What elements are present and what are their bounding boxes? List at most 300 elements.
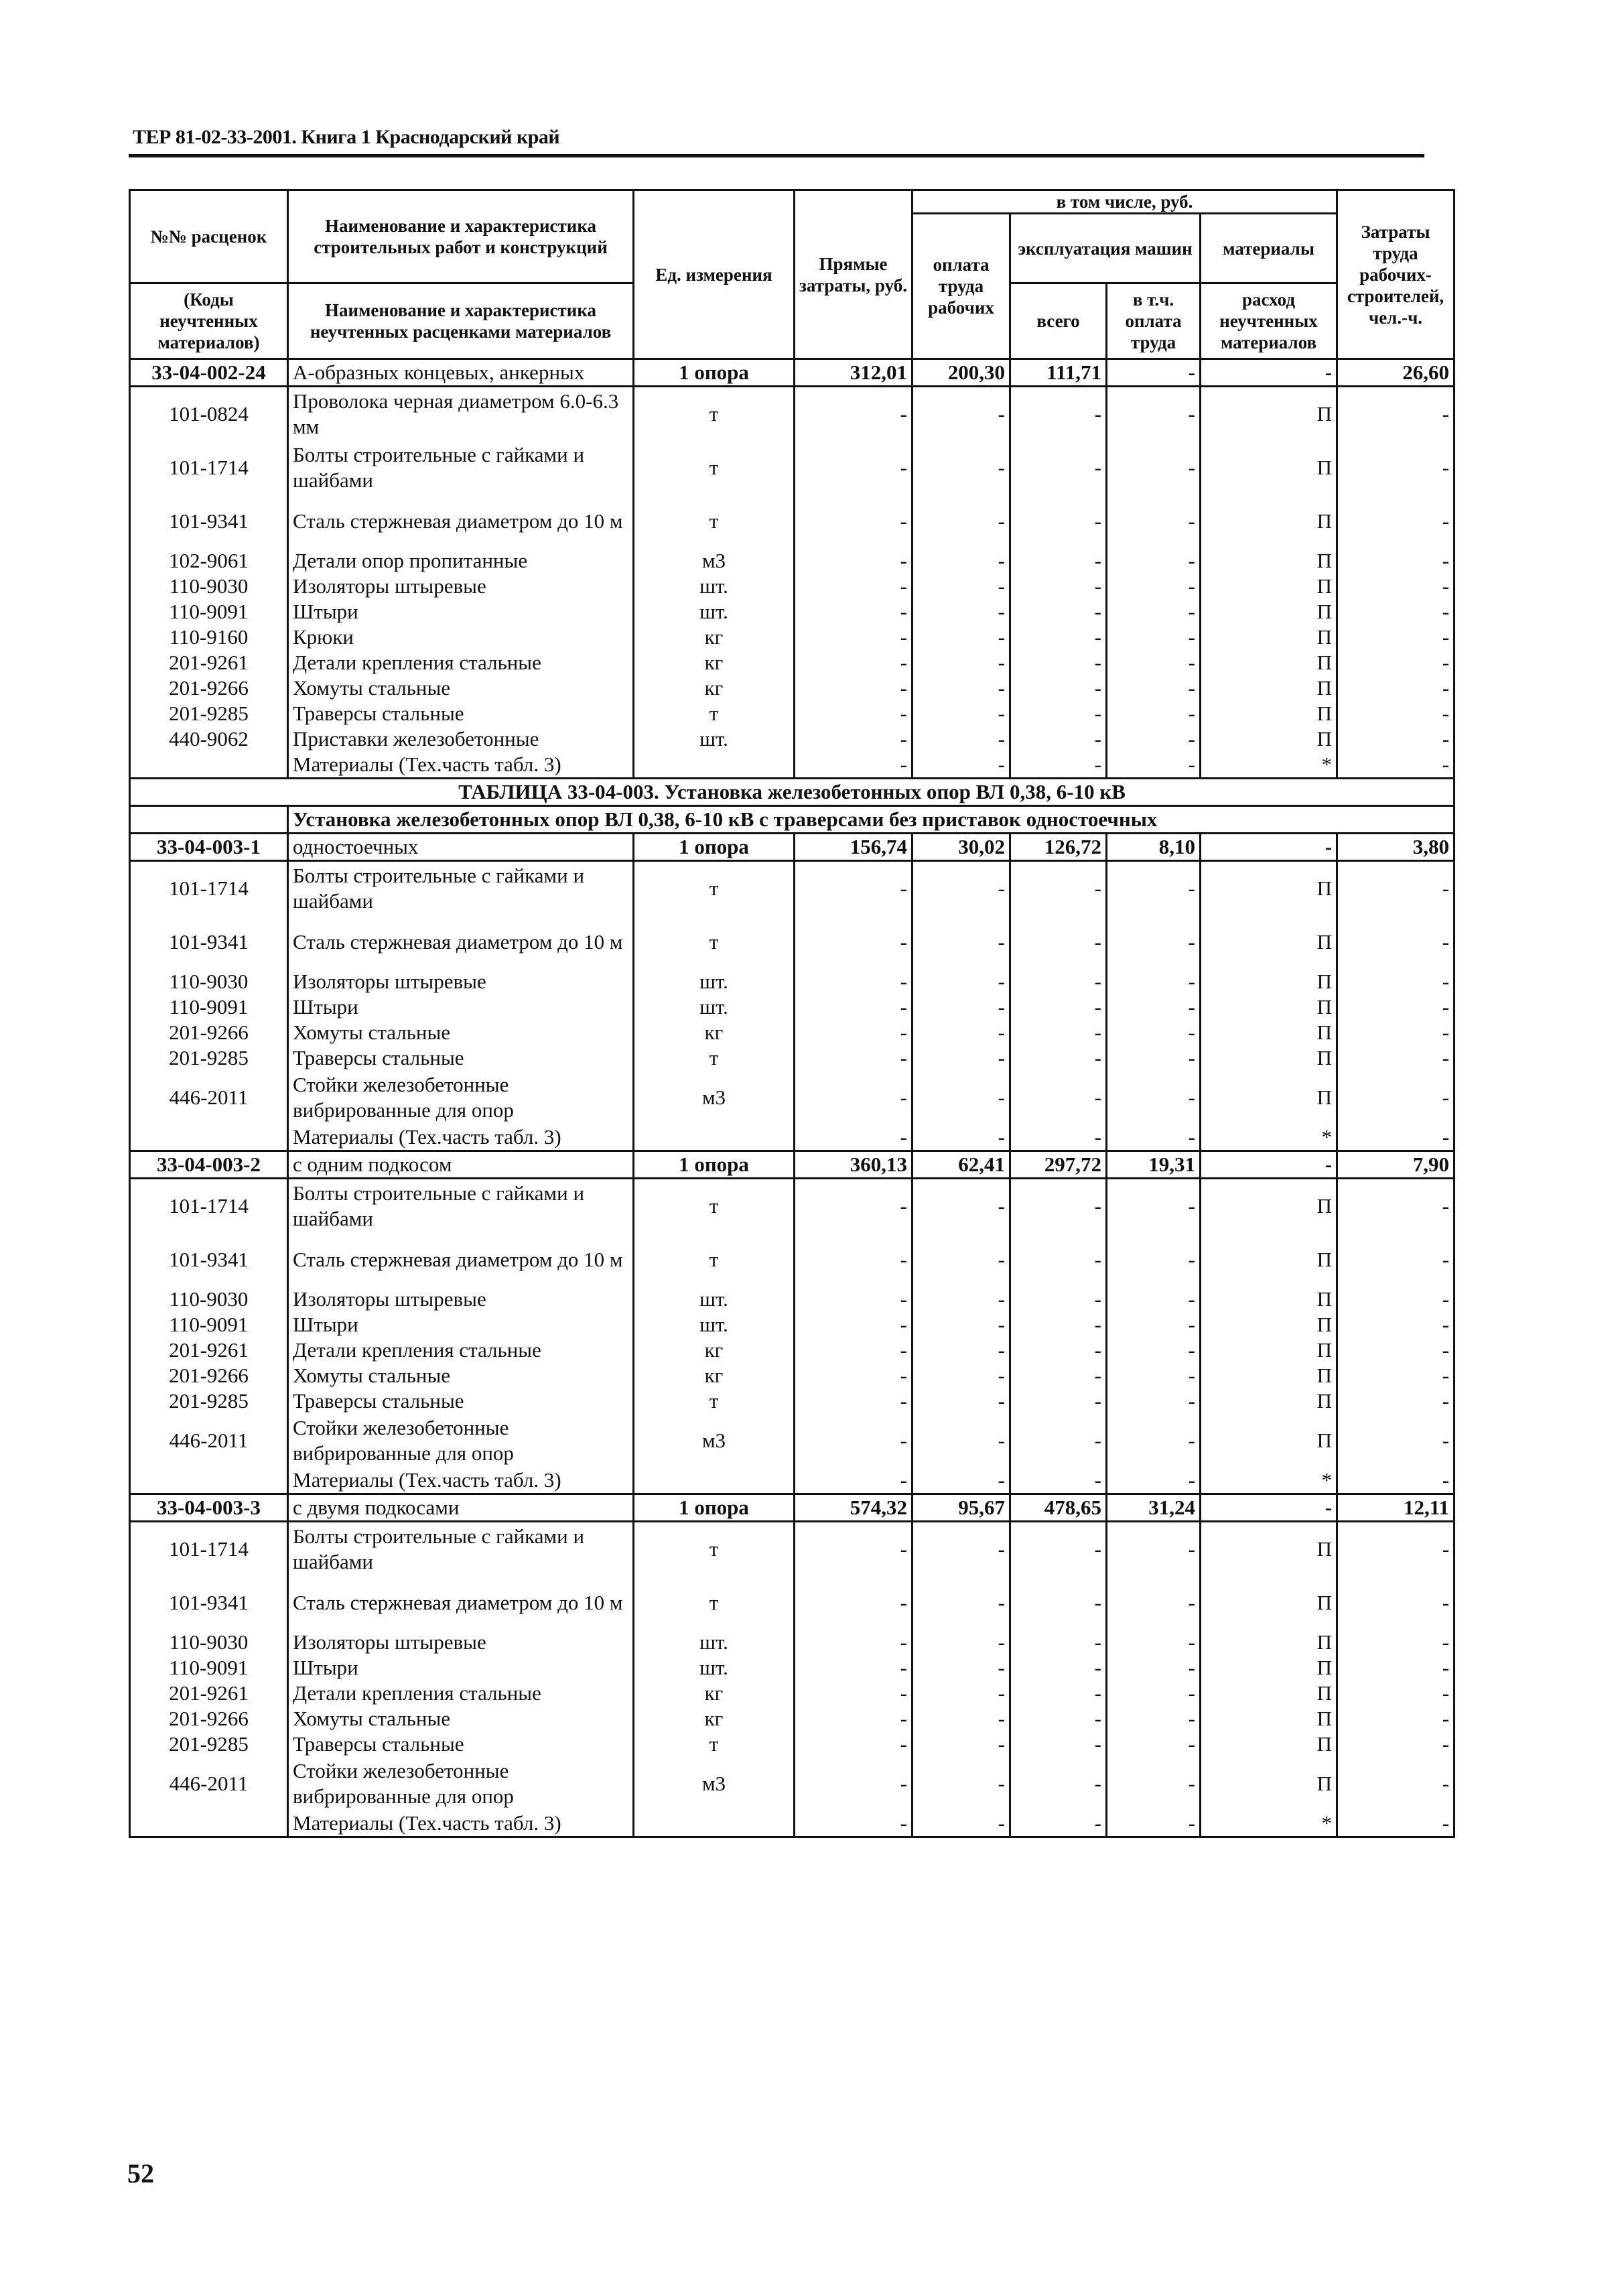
machine-wages-cell: - — [1107, 1233, 1201, 1287]
code-cell — [130, 1467, 288, 1494]
materials-cell: П — [1201, 441, 1337, 495]
name-cell: Изоляторы штыревые — [288, 1630, 634, 1655]
materials-cell: П — [1201, 1363, 1337, 1388]
direct-cost-cell: - — [795, 1312, 912, 1337]
machine-wages-cell: - — [1107, 359, 1201, 387]
unit-cell — [634, 1811, 795, 1837]
direct-cost-cell: - — [795, 1630, 912, 1655]
machine-wages-cell: - — [1107, 1388, 1201, 1414]
material-row — [130, 1388, 1454, 1414]
machine-wages-cell: - — [1107, 1467, 1201, 1494]
name-cell: Детали крепления стальные — [288, 1337, 634, 1363]
material-row — [130, 1179, 1454, 1234]
wages-cell: - — [912, 969, 1010, 994]
unit-cell: кг — [634, 1337, 795, 1363]
code-cell: 101-9341 — [130, 1576, 288, 1630]
wages-cell: 30,02 — [912, 834, 1010, 861]
header-materials-unacc: расход неучтенных материалов — [1201, 283, 1337, 359]
name-cell: Траверсы стальные — [288, 1045, 634, 1071]
name-cell: Материалы (Тех.часть табл. 3) — [288, 1467, 634, 1494]
name-cell: с двумя подкосами — [288, 1494, 634, 1522]
running-title: ТЕР 81-02-33-2001. Книга 1 Краснодарский край — [133, 126, 560, 148]
material-row — [130, 915, 1454, 969]
machines-cell: - — [1010, 752, 1107, 779]
materials-cell: * — [1201, 752, 1337, 779]
wages-cell: - — [912, 861, 1010, 916]
wages-cell: - — [912, 1388, 1010, 1414]
direct-cost-cell: - — [795, 548, 912, 574]
name-cell: Материалы (Тех.часть табл. 3) — [288, 1124, 634, 1151]
unit-cell: кг — [634, 1681, 795, 1706]
direct-cost-cell: - — [795, 701, 912, 726]
materials-cell: - — [1201, 1494, 1337, 1522]
labor-cell: 26,60 — [1337, 359, 1454, 387]
name-cell: Приставки железобетонные — [288, 726, 634, 752]
materials-cell: П — [1201, 1071, 1337, 1124]
rate-row — [130, 1151, 1454, 1179]
machine-wages-cell: - — [1107, 1655, 1201, 1681]
labor-cell: - — [1337, 1630, 1454, 1655]
machine-wages-cell: - — [1107, 1363, 1201, 1388]
unit-cell: т — [634, 701, 795, 726]
machines-cell: 478,65 — [1010, 1494, 1107, 1522]
wages-cell: - — [912, 726, 1010, 752]
machine-wages-cell: - — [1107, 1045, 1201, 1071]
materials-cell: П — [1201, 1757, 1337, 1811]
direct-cost-cell: - — [795, 994, 912, 1020]
code-cell: 201-9285 — [130, 1045, 288, 1071]
wages-cell: - — [912, 701, 1010, 726]
section-title: Установка железобетонных опор ВЛ 0,38, 6-10 кВ с траверсами без приставок одностоечных — [288, 806, 1454, 834]
labor-cell: - — [1337, 726, 1454, 752]
direct-cost-cell: - — [795, 969, 912, 994]
name-cell: Материалы (Тех.часть табл. 3) — [288, 1811, 634, 1837]
labor-cell: - — [1337, 1312, 1454, 1337]
material-row — [130, 1757, 1454, 1811]
direct-cost-cell: - — [795, 1706, 912, 1731]
wages-cell: - — [912, 1706, 1010, 1731]
wages-cell: - — [912, 1681, 1010, 1706]
unit-cell: т — [634, 1576, 795, 1630]
materials-cell: П — [1201, 387, 1337, 442]
machine-wages-cell: - — [1107, 495, 1201, 548]
labor-cell: - — [1337, 1179, 1454, 1234]
material-row — [130, 1576, 1454, 1630]
wages-cell: - — [912, 1811, 1010, 1837]
name-cell: Хомуты стальные — [288, 1706, 634, 1731]
unit-cell: т — [634, 915, 795, 969]
materials-cell: П — [1201, 1388, 1337, 1414]
wages-cell: - — [912, 1731, 1010, 1757]
direct-cost-cell: - — [795, 1233, 912, 1287]
wages-cell: - — [912, 1467, 1010, 1494]
machine-wages-cell: - — [1107, 1731, 1201, 1757]
machine-wages-cell: - — [1107, 1071, 1201, 1124]
machines-cell: - — [1010, 1179, 1107, 1234]
header-materials: материалы — [1201, 214, 1337, 283]
wages-cell: - — [912, 1287, 1010, 1312]
wages-cell: - — [912, 1337, 1010, 1363]
code-cell: 201-9266 — [130, 1363, 288, 1388]
direct-cost-cell: - — [795, 441, 912, 495]
rate-row — [130, 834, 1454, 861]
machines-cell: - — [1010, 1414, 1107, 1467]
labor-cell: - — [1337, 1522, 1454, 1577]
header-name-bottom: Наименование и характеристика неучтенных расценками материалов — [288, 283, 634, 359]
labor-cell: - — [1337, 1071, 1454, 1124]
material-row — [130, 861, 1454, 916]
machine-wages-cell: - — [1107, 969, 1201, 994]
machines-cell: - — [1010, 548, 1107, 574]
materials-cell: П — [1201, 650, 1337, 675]
material-row — [130, 599, 1454, 625]
direct-cost-cell: 360,13 — [795, 1151, 912, 1179]
name-cell: Сталь стержневая диаметром до 10 м — [288, 1233, 634, 1287]
direct-cost-cell: - — [795, 1655, 912, 1681]
material-row — [130, 969, 1454, 994]
material-row — [130, 1287, 1454, 1312]
material-row — [130, 1522, 1454, 1577]
labor-cell: - — [1337, 441, 1454, 495]
machines-cell: - — [1010, 1124, 1107, 1151]
labor-cell: - — [1337, 1731, 1454, 1757]
header-direct: Прямые затраты, руб. — [795, 190, 912, 359]
direct-cost-cell: - — [795, 1071, 912, 1124]
wages-cell: - — [912, 1020, 1010, 1045]
labor-cell: - — [1337, 1467, 1454, 1494]
wages-cell: - — [912, 1414, 1010, 1467]
direct-cost-cell: - — [795, 861, 912, 916]
wages-cell: - — [912, 1045, 1010, 1071]
machines-cell: - — [1010, 1020, 1107, 1045]
unit-cell: кг — [634, 625, 795, 650]
unit-cell — [634, 1467, 795, 1494]
header-wages: оплата труда рабочих — [912, 214, 1010, 359]
direct-cost-cell: - — [795, 1337, 912, 1363]
materials-cell: П — [1201, 1522, 1337, 1577]
material-row — [130, 1312, 1454, 1337]
direct-cost-cell: - — [795, 1522, 912, 1577]
machine-wages-cell: - — [1107, 1337, 1201, 1363]
header-incl: в том числе, руб. — [912, 190, 1337, 214]
wages-cell: - — [912, 1522, 1010, 1577]
wages-cell: - — [912, 1757, 1010, 1811]
materials-cell: П — [1201, 1414, 1337, 1467]
code-cell: 446-2011 — [130, 1757, 288, 1811]
unit-cell: т — [634, 1233, 795, 1287]
unit-cell: шт. — [634, 1630, 795, 1655]
direct-cost-cell: - — [795, 1757, 912, 1811]
machines-cell: - — [1010, 625, 1107, 650]
name-cell: Сталь стержневая диаметром до 10 м — [288, 1576, 634, 1630]
material-row — [130, 548, 1454, 574]
rate-row — [130, 1494, 1454, 1522]
machines-cell: - — [1010, 726, 1107, 752]
material-row — [130, 1124, 1454, 1151]
labor-cell: - — [1337, 1655, 1454, 1681]
name-cell: Стойки железобетонные вибрированные для опор — [288, 1414, 634, 1467]
unit-cell: кг — [634, 1020, 795, 1045]
wages-cell: - — [912, 495, 1010, 548]
code-cell: 101-0824 — [130, 387, 288, 442]
labor-cell: 12,11 — [1337, 1494, 1454, 1522]
table-title: ТАБЛИЦА 33-04-003. Установка железобетонных опор ВЛ 0,38, 6-10 кВ — [130, 779, 1454, 806]
direct-cost-cell: - — [795, 1811, 912, 1837]
materials-cell: П — [1201, 1337, 1337, 1363]
material-row — [130, 625, 1454, 650]
machine-wages-cell: - — [1107, 650, 1201, 675]
material-row — [130, 387, 1454, 442]
machines-cell: - — [1010, 1576, 1107, 1630]
header-rule — [129, 154, 1424, 157]
direct-cost-cell: - — [795, 1731, 912, 1757]
name-cell: Траверсы стальные — [288, 1388, 634, 1414]
header-machines-wages: в т.ч. оплата труда — [1107, 283, 1201, 359]
machine-wages-cell: - — [1107, 574, 1201, 599]
material-row — [130, 1233, 1454, 1287]
unit-cell: кг — [634, 650, 795, 675]
name-cell: Детали крепления стальные — [288, 650, 634, 675]
machine-wages-cell: 31,24 — [1107, 1494, 1201, 1522]
section-code-cell — [130, 806, 288, 834]
machine-wages-cell: - — [1107, 1811, 1201, 1837]
labor-cell: - — [1337, 1233, 1454, 1287]
labor-cell: - — [1337, 915, 1454, 969]
code-cell — [130, 1811, 288, 1837]
machines-cell: - — [1010, 675, 1107, 701]
wages-cell: - — [912, 915, 1010, 969]
code-cell — [130, 1124, 288, 1151]
machine-wages-cell: - — [1107, 599, 1201, 625]
code-cell: 102-9061 — [130, 548, 288, 574]
machine-wages-cell: - — [1107, 1312, 1201, 1337]
machine-wages-cell: 8,10 — [1107, 834, 1201, 861]
code-cell: 33-04-003-1 — [130, 834, 288, 861]
material-row — [130, 495, 1454, 548]
material-row — [130, 675, 1454, 701]
unit-cell: м3 — [634, 1071, 795, 1124]
header-row-1 — [130, 190, 1454, 214]
machines-cell: - — [1010, 650, 1107, 675]
materials-cell: - — [1201, 1151, 1337, 1179]
labor-cell: - — [1337, 1045, 1454, 1071]
name-cell: Проволока черная диаметром 6.0-6.3 мм — [288, 387, 634, 442]
name-cell: Болты строительные с гайками и шайбами — [288, 1179, 634, 1234]
labor-cell: - — [1337, 387, 1454, 442]
unit-cell: шт. — [634, 994, 795, 1020]
code-cell: 110-9030 — [130, 574, 288, 599]
unit-cell: т — [634, 1731, 795, 1757]
name-cell: Штыри — [288, 1312, 634, 1337]
machine-wages-cell: - — [1107, 1287, 1201, 1312]
direct-cost-cell: - — [795, 752, 912, 779]
labor-cell: - — [1337, 1811, 1454, 1837]
direct-cost-cell: - — [795, 1467, 912, 1494]
name-cell: Изоляторы штыревые — [288, 1287, 634, 1312]
material-row — [130, 1414, 1454, 1467]
unit-cell: м3 — [634, 548, 795, 574]
labor-cell: - — [1337, 495, 1454, 548]
name-cell: Детали опор пропитанные — [288, 548, 634, 574]
unit-cell: шт. — [634, 1312, 795, 1337]
machine-wages-cell: - — [1107, 726, 1201, 752]
name-cell: Штыри — [288, 1655, 634, 1681]
materials-cell: * — [1201, 1811, 1337, 1837]
direct-cost-cell: - — [795, 1020, 912, 1045]
section-title-row — [130, 806, 1454, 834]
material-row — [130, 994, 1454, 1020]
direct-cost-cell: - — [795, 1388, 912, 1414]
labor-cell: - — [1337, 1287, 1454, 1312]
code-cell: 201-9285 — [130, 1731, 288, 1757]
machine-wages-cell: - — [1107, 861, 1201, 916]
direct-cost-cell: - — [795, 1179, 912, 1234]
materials-cell: П — [1201, 675, 1337, 701]
materials-cell: П — [1201, 994, 1337, 1020]
unit-cell: 1 опора — [634, 1151, 795, 1179]
code-cell: 110-9091 — [130, 1655, 288, 1681]
direct-cost-cell: - — [795, 1363, 912, 1388]
name-cell: с одним подкосом — [288, 1151, 634, 1179]
direct-cost-cell: - — [795, 625, 912, 650]
wages-cell: - — [912, 1655, 1010, 1681]
machines-cell: - — [1010, 387, 1107, 442]
machine-wages-cell: - — [1107, 1576, 1201, 1630]
wages-cell: - — [912, 675, 1010, 701]
machines-cell: - — [1010, 1522, 1107, 1577]
materials-cell: П — [1201, 861, 1337, 916]
machines-cell: - — [1010, 1388, 1107, 1414]
machine-wages-cell: - — [1107, 1522, 1201, 1577]
header-name-top: Наименование и характеристика строительных работ и конструкций — [288, 190, 634, 283]
machines-cell: - — [1010, 1233, 1107, 1287]
code-cell: 101-1714 — [130, 441, 288, 495]
machine-wages-cell: - — [1107, 1681, 1201, 1706]
machines-cell: - — [1010, 1706, 1107, 1731]
machine-wages-cell: - — [1107, 915, 1201, 969]
machine-wages-cell: - — [1107, 441, 1201, 495]
name-cell: Изоляторы штыревые — [288, 574, 634, 599]
name-cell: Траверсы стальные — [288, 701, 634, 726]
material-row — [130, 1467, 1454, 1494]
labor-cell: - — [1337, 599, 1454, 625]
code-cell: 201-9266 — [130, 1706, 288, 1731]
machines-cell: - — [1010, 1287, 1107, 1312]
machines-cell: - — [1010, 1363, 1107, 1388]
machines-cell: - — [1010, 994, 1107, 1020]
unit-cell: т — [634, 1522, 795, 1577]
machine-wages-cell: - — [1107, 701, 1201, 726]
direct-cost-cell: - — [795, 387, 912, 442]
direct-cost-cell: - — [795, 1287, 912, 1312]
materials-cell: П — [1201, 1576, 1337, 1630]
unit-cell: 1 опора — [634, 834, 795, 861]
unit-cell: т — [634, 1388, 795, 1414]
wages-cell: - — [912, 1179, 1010, 1234]
unit-cell: шт. — [634, 726, 795, 752]
material-row — [130, 1655, 1454, 1681]
labor-cell: - — [1337, 969, 1454, 994]
machines-cell: - — [1010, 1045, 1107, 1071]
materials-cell: - — [1201, 359, 1337, 387]
code-cell: 110-9160 — [130, 625, 288, 650]
materials-cell: П — [1201, 1731, 1337, 1757]
labor-cell: - — [1337, 994, 1454, 1020]
name-cell: Хомуты стальные — [288, 675, 634, 701]
machine-wages-cell: - — [1107, 548, 1201, 574]
name-cell: Материалы (Тех.часть табл. 3) — [288, 752, 634, 779]
machine-wages-cell: - — [1107, 1020, 1201, 1045]
code-cell: 110-9030 — [130, 1630, 288, 1655]
code-cell: 101-9341 — [130, 915, 288, 969]
name-cell: Сталь стержневая диаметром до 10 м — [288, 915, 634, 969]
direct-cost-cell: - — [795, 495, 912, 548]
name-cell: Сталь стержневая диаметром до 10 м — [288, 495, 634, 548]
code-cell: 201-9266 — [130, 675, 288, 701]
machines-cell: - — [1010, 1312, 1107, 1337]
direct-cost-cell: - — [795, 1124, 912, 1151]
unit-cell: т — [634, 441, 795, 495]
wages-cell: - — [912, 994, 1010, 1020]
unit-cell: шт. — [634, 1655, 795, 1681]
code-cell: 33-04-003-3 — [130, 1494, 288, 1522]
name-cell: Хомуты стальные — [288, 1363, 634, 1388]
materials-cell: П — [1201, 1179, 1337, 1234]
labor-cell: - — [1337, 574, 1454, 599]
materials-cell: П — [1201, 599, 1337, 625]
labor-cell: - — [1337, 861, 1454, 916]
materials-cell: * — [1201, 1467, 1337, 1494]
material-row — [130, 752, 1454, 779]
materials-cell: П — [1201, 625, 1337, 650]
labor-cell: - — [1337, 1124, 1454, 1151]
code-cell: 201-9285 — [130, 701, 288, 726]
material-row — [130, 1337, 1454, 1363]
direct-cost-cell: - — [795, 915, 912, 969]
materials-cell: П — [1201, 1655, 1337, 1681]
machines-cell: - — [1010, 1655, 1107, 1681]
unit-cell — [634, 752, 795, 779]
material-row — [130, 701, 1454, 726]
wages-cell: - — [912, 548, 1010, 574]
materials-cell: * — [1201, 1124, 1337, 1151]
header-labor: Затраты труда рабочих-строителей, чел.-ч. — [1337, 190, 1454, 359]
wages-cell: - — [912, 1124, 1010, 1151]
machines-cell: - — [1010, 441, 1107, 495]
machines-cell: - — [1010, 495, 1107, 548]
name-cell: Стойки железобетонные вибрированные для опор — [288, 1757, 634, 1811]
materials-cell: П — [1201, 495, 1337, 548]
code-cell: 110-9091 — [130, 994, 288, 1020]
table-title-row — [130, 779, 1454, 806]
wages-cell: - — [912, 752, 1010, 779]
material-row — [130, 1681, 1454, 1706]
rates-table — [129, 189, 1455, 1838]
materials-cell: П — [1201, 574, 1337, 599]
labor-cell: - — [1337, 701, 1454, 726]
wages-cell: - — [912, 1312, 1010, 1337]
page-number: 52 — [127, 2158, 154, 2188]
name-cell: Крюки — [288, 625, 634, 650]
direct-cost-cell: - — [795, 574, 912, 599]
header-machines: эксплуатация машин — [1010, 214, 1201, 283]
unit-cell: м3 — [634, 1414, 795, 1467]
machines-cell: - — [1010, 574, 1107, 599]
unit-cell: т — [634, 495, 795, 548]
name-cell: Штыри — [288, 994, 634, 1020]
materials-cell: П — [1201, 969, 1337, 994]
wages-cell: - — [912, 599, 1010, 625]
